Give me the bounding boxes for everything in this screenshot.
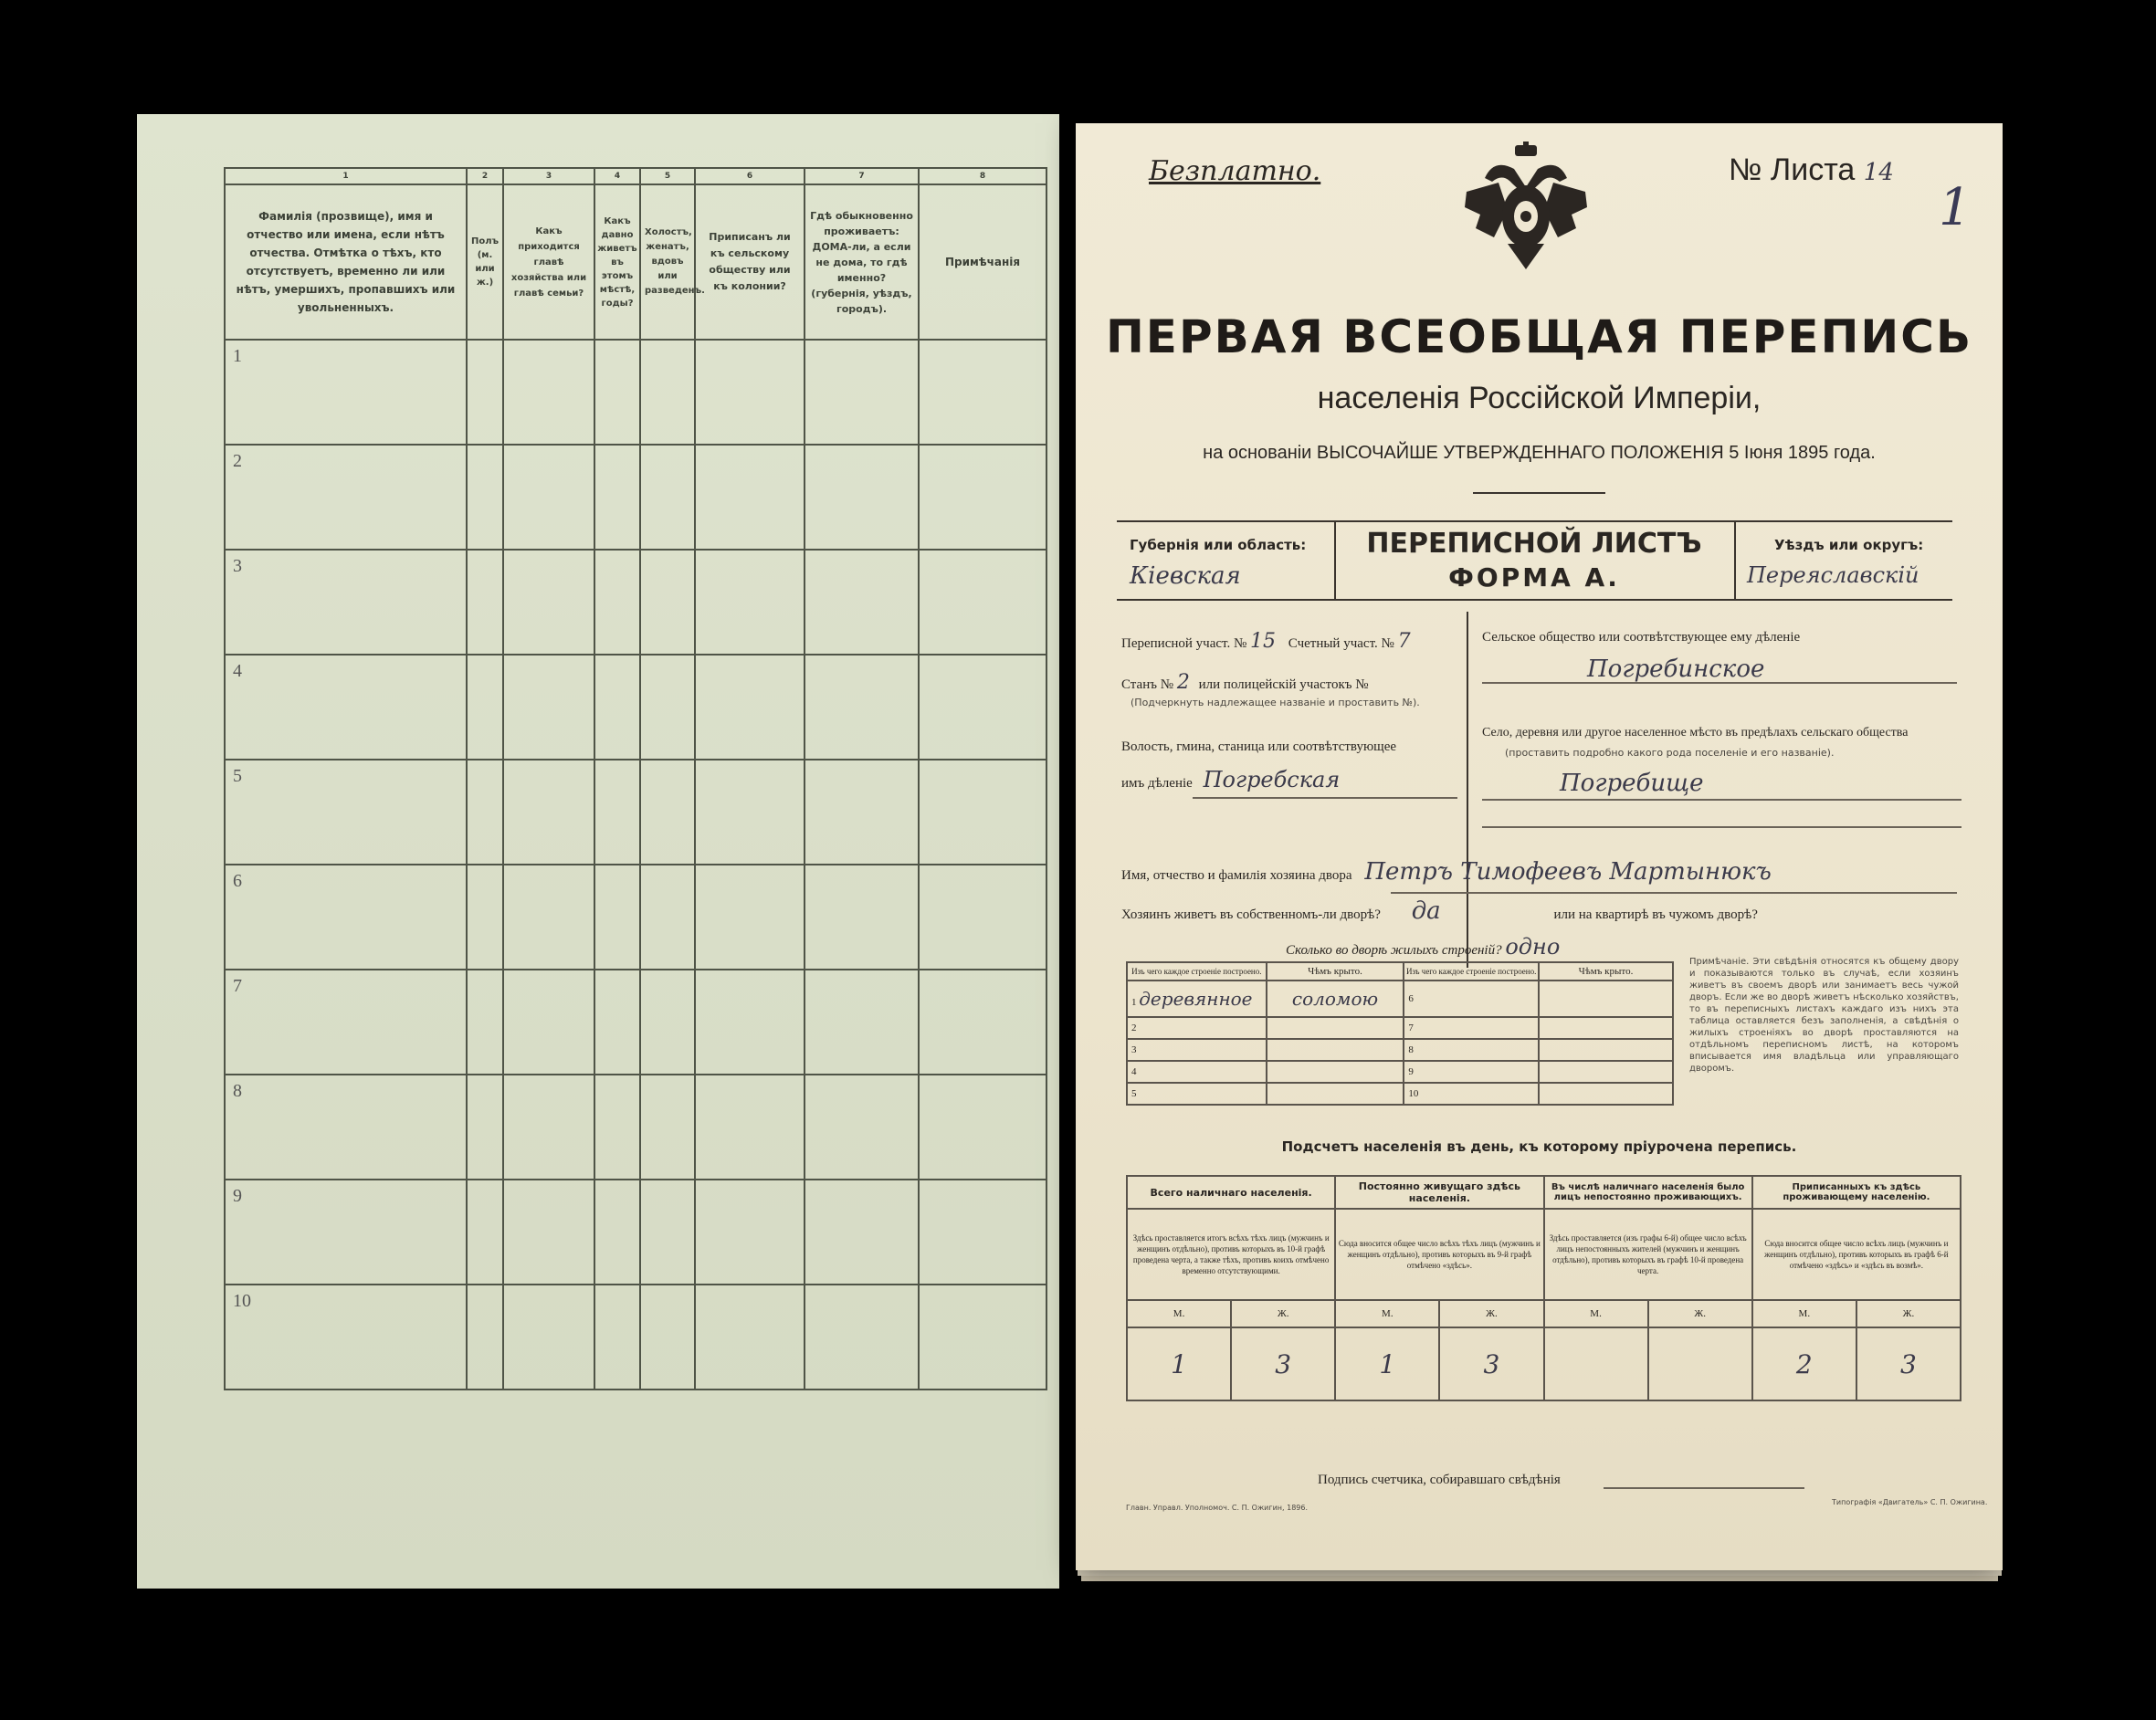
col-num-4: 4 [594, 168, 640, 184]
region-header-box [1117, 520, 1952, 601]
count-group-title: Въ числѣ наличнаго населенія было лицъ непостоянно проживающихъ. [1544, 1176, 1752, 1209]
header-relation: Какъ приходится главѣ хозяйства или главѣ семьи? [503, 184, 594, 340]
sheet-no-label: № Листа [1729, 152, 1856, 187]
province-label: Губернія или область: [1130, 537, 1307, 553]
count-group-title: Всего наличнаго населенія. [1127, 1176, 1335, 1209]
table-row [225, 865, 1046, 970]
bt-row-number: 4 [1127, 1061, 1267, 1083]
county-label: Уѣздъ или округъ: [1774, 537, 1924, 553]
count-title: Подсчетъ населенія въ день, къ которому пріурочена перепись. [1281, 1138, 1797, 1155]
header-name: Фамилія (прозвище), имя и отчество или имена, если нѣтъ отчества. Отмѣтка о тѣхъ, кто отсутствуетъ, временно ли или нѣтъ, умершихъ, пропавшихъ или увольненныхъ. [225, 184, 467, 340]
header-registered: Приписанъ ли къ сельскому обществу или къ колонии? [695, 184, 805, 340]
village-note: (проставить подробно какого рода поселеніе и его названіе). [1505, 747, 1835, 759]
population-count-table [1126, 1175, 1961, 1401]
bt-col-roof: Чѣмъ крыто. [1267, 962, 1404, 981]
table-row [225, 1285, 1046, 1390]
bt-row-number: 2 [1127, 1017, 1267, 1039]
police-label: или полицейскій участокъ № [1198, 677, 1369, 692]
row-number: 3 [233, 556, 242, 576]
bt-row-number: 3 [1127, 1039, 1267, 1061]
census-basis: на основаніи ВЫСОЧАЙШЕ УТВЕРЖДЕННАГО ПОЛОЖЕНІЯ 5 Іюня 1895 года. [1203, 443, 1876, 463]
village-label: Село, деревня или другое населенное мѣсто въ предѣлахъ сельскаго общества [1482, 726, 1909, 739]
community-value: Погребинское [1587, 655, 1765, 683]
count-group-title: Постоянно живущаго здѣсь населенія. [1335, 1176, 1543, 1209]
county-value: Переяславскій [1747, 562, 1919, 588]
counting-district-label: Счетный участ. № [1288, 636, 1394, 651]
header-marital: Холостъ, женатъ, вдовъ или разведенъ. [640, 184, 695, 340]
own-yard-value: да [1411, 897, 1441, 925]
stan-label: Станъ № [1121, 677, 1174, 692]
row-number: 5 [233, 766, 242, 786]
free-label: Безплатно. [1149, 155, 1321, 187]
table-row [225, 550, 1046, 655]
col-num-2: 2 [467, 168, 503, 184]
female-label: Ж. [1856, 1300, 1961, 1327]
volost-field [1121, 767, 1459, 792]
count-group-desc: Здѣсь проставляется (изъ графы 6-й) общее число всѣхъ лицъ непостоянныхъ жителей (мужчинъ и женщинъ отдѣльно), противъ которыхъ въ графѣ 10-й проведена черта. [1544, 1209, 1752, 1300]
stan-note: (Подчеркнуть надлежащее названіе и проставить №). [1131, 697, 1420, 708]
bt-row-number: 1 [1131, 997, 1137, 1008]
rent-label: или на квартирѣ въ чужомъ дворѣ? [1553, 907, 1758, 922]
header-notes: Примѣчанія [919, 184, 1046, 340]
count-male: 1 [1127, 1327, 1231, 1400]
count-male: 2 [1752, 1327, 1856, 1400]
census-district-label: Переписной участ. № [1121, 636, 1247, 651]
header-usual-residence: Гдѣ обыкновенно проживаетъ: ДОМА-ли, а если не дома, то гдѣ именно? (губернія, уѣздъ, городъ). [805, 184, 919, 340]
stan-field [1121, 671, 1459, 694]
row-number: 8 [233, 1081, 242, 1101]
bt-material-value: деревянное [1139, 988, 1253, 1010]
sheet-no-value: 14 [1863, 159, 1894, 186]
buildings-value: одно [1505, 934, 1561, 960]
female-label: Ж. [1439, 1300, 1543, 1327]
bt-col-material-2: Изъ чего каждое строеніе построено. [1404, 962, 1539, 981]
printer-right: Типографія «Двигатель» С. П. Ожигина. [1832, 1498, 1988, 1506]
count-female: 3 [1856, 1327, 1961, 1400]
count-female: 3 [1439, 1327, 1543, 1400]
col-num-1: 1 [225, 168, 467, 184]
owner-field [1121, 858, 1961, 886]
bt-row-number: 6 [1404, 981, 1539, 1017]
province-value: Кіевская [1130, 562, 1241, 590]
census-district-value: 15 [1250, 630, 1277, 653]
female-label: Ж. [1648, 1300, 1752, 1327]
form-title: ПЕРЕПИСНОЙ ЛИСТЪ [1366, 528, 1702, 560]
female-label: Ж. [1231, 1300, 1335, 1327]
bt-roof-value: соломою [1291, 988, 1379, 1010]
bt-row-number: 9 [1404, 1061, 1539, 1083]
buildings-field [1286, 934, 1560, 960]
stan-value: 2 [1176, 671, 1190, 694]
table-row [225, 1075, 1046, 1180]
col-num-8: 8 [919, 168, 1046, 184]
bt-row-number: 7 [1404, 1017, 1539, 1039]
community-label: Сельское общество или соотвѣтствующее ему дѣленіе [1482, 630, 1801, 645]
col-num-5: 5 [640, 168, 695, 184]
village-value: Погребище [1560, 770, 1704, 797]
bt-col-roof-2: Чѣмъ крыто. [1539, 962, 1673, 981]
volost-label-2: имъ дѣленіе [1121, 776, 1193, 791]
table-row [225, 445, 1046, 550]
table-row [225, 760, 1046, 865]
count-male: 1 [1335, 1327, 1439, 1400]
row-number: 6 [233, 871, 242, 891]
table-row [225, 1180, 1046, 1285]
table-row [225, 655, 1046, 760]
row-number: 10 [233, 1291, 251, 1311]
signature-label: Подпись счетчика, собиравшаго свѣдѣнія [1318, 1473, 1561, 1487]
right-page [1076, 123, 2003, 1570]
buildings-table [1126, 961, 1674, 1106]
form-subtitle: ФОРМА А. [1448, 562, 1620, 593]
census-subtitle: населенія Россійской Имперіи, [1317, 381, 1762, 415]
count-group-desc: Сюда вносится общее число всѣхъ лицъ (мужчинъ и женщинъ отдѣльно), противъ которыхъ въ графѣ 6-й отмѣчено «здѣсь» и «здѣсь въ возмѣ». [1752, 1209, 1961, 1300]
row-number: 9 [233, 1186, 242, 1206]
volost-value: Погребская [1203, 767, 1341, 792]
table-row [225, 340, 1046, 445]
buildings-note: Примѣчаніе. Эти свѣдѣнія относятся къ общему двору и показываются только въ случаѣ, если хозяинъ живетъ въ своемъ дворѣ или занимаетъ весь чужой дворъ. Если же во дворѣ живетъ нѣсколько хозяйствъ, то въ переписныхъ листахъ каждаго изъ нихъ эта таблица оставляется безъ заполненія, а свѣдѣнія о жилыхъ строеніяхъ во дворѣ проставляются на отдѣльномъ переписномъ листѣ, на которомъ вписывается имя владѣльца или управляющаго дворомъ. [1689, 957, 1959, 1074]
imperial-eagle-emblem [1457, 142, 1594, 274]
printer-left: Главн. Управл. Уполномоч. С. П. Ожигин, 1896. [1126, 1504, 1309, 1512]
household-members-table [224, 167, 1047, 1390]
row-number: 1 [233, 346, 242, 366]
page-stack-edge [1081, 1576, 1998, 1581]
owner-value: Петръ Тимофеевъ Мартынюкъ [1364, 858, 1772, 886]
col-num-6: 6 [695, 168, 805, 184]
bt-row-number: 5 [1127, 1083, 1267, 1105]
census-district-field [1121, 630, 1455, 653]
header-residence-years: Какъ давно живетъ въ этомъ мѣстѣ, годы? [594, 184, 640, 340]
own-yard-field [1121, 897, 1961, 925]
row-number: 4 [233, 661, 242, 681]
male-label: М. [1335, 1300, 1439, 1327]
row-number: 2 [233, 451, 242, 471]
table-row [225, 970, 1046, 1075]
buildings-label: Сколько во дворѣ жилыхъ строеній? [1286, 943, 1502, 958]
row-number: 7 [233, 976, 242, 996]
sheet-number-label [1729, 152, 1894, 188]
count-male [1544, 1327, 1648, 1400]
volost-label: Волость, гмина, станица или соотвѣтствующее [1121, 739, 1397, 754]
male-label: М. [1544, 1300, 1648, 1327]
ornament-divider [1473, 492, 1605, 494]
counting-district-value: 7 [1397, 630, 1411, 653]
count-female: 3 [1231, 1327, 1335, 1400]
bt-row-number: 8 [1404, 1039, 1539, 1061]
own-yard-label: Хозяинъ живетъ въ собственномъ-ли дворѣ? [1121, 907, 1381, 922]
left-page [137, 114, 1059, 1589]
count-group-desc: Здѣсь проставляется итогъ всѣхъ тѣхъ лицъ (мужчинъ и женщинъ отдѣльно), противъ которыхъ въ 10-й графѣ проведена черта, а также тѣхъ, противъ коихъ отмѣчено временно отсутствующими. [1127, 1209, 1335, 1300]
male-label: М. [1752, 1300, 1856, 1327]
male-label: М. [1127, 1300, 1231, 1327]
bt-row-number: 10 [1404, 1083, 1539, 1105]
count-female [1648, 1327, 1752, 1400]
header-sex: Полъ (м. или ж.) [467, 184, 503, 340]
count-group-title: Приписанныхъ къ здѣсь проживающему населенію. [1752, 1176, 1961, 1209]
col-num-3: 3 [503, 168, 594, 184]
corner-number: 1 [1939, 178, 1972, 237]
col-num-7: 7 [805, 168, 919, 184]
census-title: ПЕРВАЯ ВСЕОБЩАЯ ПЕРЕПИСЬ [1105, 310, 1973, 363]
owner-label: Имя, отчество и фамилія хозяина двора [1121, 868, 1352, 883]
bt-col-material: Изъ чего каждое строеніе построено. [1127, 962, 1267, 981]
count-group-desc: Сюда вносится общее число всѣхъ тѣхъ лицъ (мужчинъ и женщинъ отдѣльно), противъ которыхъ въ 9-й графѣ отмѣчено «здѣсь». [1335, 1209, 1543, 1300]
